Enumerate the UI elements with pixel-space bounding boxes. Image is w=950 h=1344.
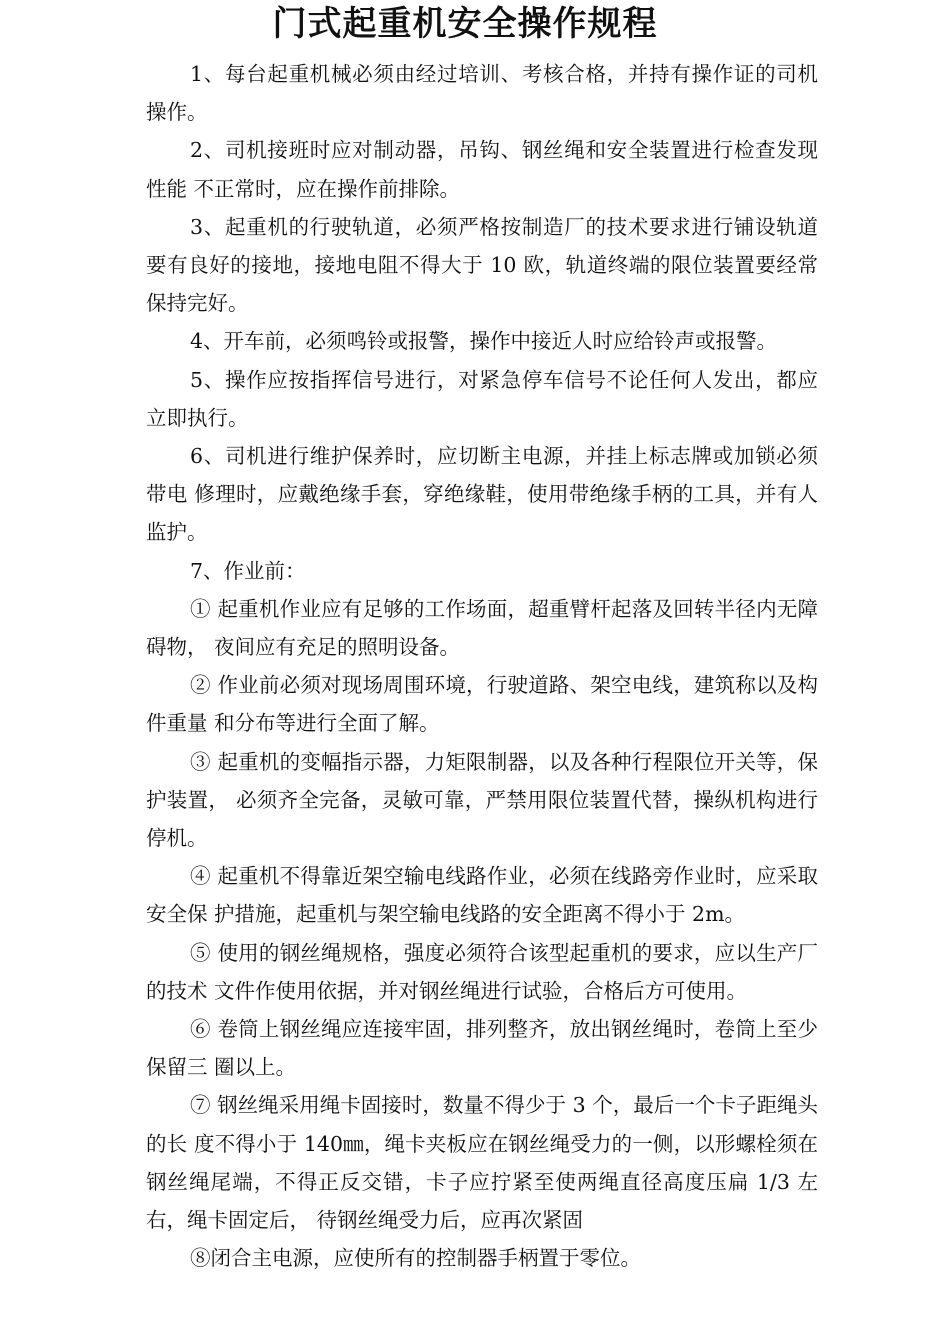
list-item-2: ② 作业前必须对现场周围环境，行驶道路、架空电线，建筑称以及构件重量 和分布等进行全面了解。 [146,673,818,736]
list-item-8: ⑧闭合主电源，应使所有的控制器手柄置于零位。 [190,1246,641,1271]
list-item-6: ⑥ 卷筒上钢丝绳应连接牢固，排列整齐，放出钢丝绳时，卷筒上至少保留三 圈以上。 [146,1017,818,1080]
list-item-4: ④ 起重机不得靠近架空输电线路作业，必须在线路旁作业时，应采取安全保 护措施，起重机与架空输电线路的安全距离不得小于 2m。 [146,864,818,927]
document-body [146,55,818,1278]
list-item-1: ① 起重机作业应有足够的工作场面，超重臂杆起落及回转半径内无障碍物， 夜间应有充足的照明设备。 [146,596,818,660]
list-item-5: ⑤ 使用的钢丝绳规格，强度必须符合该型起重机的要求，应以生产厂的技术 文件作使用依据，并对钢丝绳进行试验，合格后方可使用。 [146,940,818,1003]
paragraph-1: 1、每台起重机械必须由经过培训、考核合格，并持有操作证的司机操作。 [146,62,818,125]
paragraph-4: 4、开车前，必须鸣铃或报警，操作中接近人时应给铃声或报警。 [190,329,778,354]
paragraph-6: 6、司机进行维护保养时，应切断主电源，并挂上标志牌或加锁必须带电 修理时，应戴绝缘手套，穿绝缘鞋，使用带绝缘手柄的工具，并有人监护。 [146,444,818,545]
paragraph-7-heading: 7、作业前： [190,558,306,583]
list-item-7: ⑦ 钢丝绳采用绳卡固接时，数量不得少于 3 个，最后一个卡子距绳头的长 度不得小于 140㎜，绳卡夹板应在钢丝绳受力的一侧，以形螺栓须在钢丝绳尾端，不得正反交错，卡子应拧紧至使两绳直径高度压扁 1/3 左右，绳卡固定后， 待钢丝绳受力后，应再次紧固 [146,1093,818,1233]
paragraph-5: 5、操作应按指挥信号进行，对紧急停车信号不论任何人发出，都应立即执行。 [146,367,818,430]
paragraph-3: 3、起重机的行驶轨道，必须严格按制造厂的技术要求进行铺设轨道要有良好的接地，接地电阻不得大于 10 欧，轨道终端的限位装置要经常保持完好。 [146,214,818,316]
list-item-3: ③ 起重机的变幅指示器，力矩限制器，以及各种行程限位开关等，保护装置， 必须齐全完备，灵敏可靠，严禁用限位装置代替，操纵机构进行停机。 [146,749,818,851]
document-title: 门式起重机安全操作规程 [272,4,658,44]
paragraph-2: 2、司机接班时应对制动器，吊钩、钢丝绳和安全装置进行检查发现性能 不正常时，应在操作前排除。 [146,138,818,201]
